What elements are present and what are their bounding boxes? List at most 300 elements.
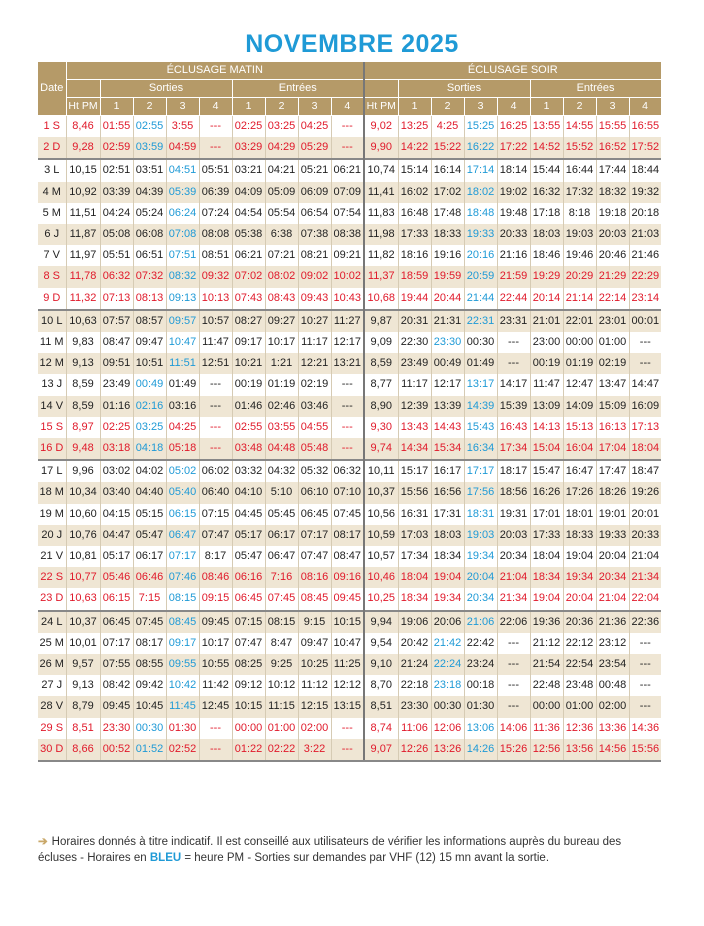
time-cell: 05:38 [232,224,265,245]
time-cell: 23:12 [596,633,629,654]
time-cell: 12:56 [530,739,563,761]
time-cell: 01:00 [265,718,298,739]
height-cell: 11,98 [364,224,398,245]
time-cell: 20:33 [629,525,661,546]
time-cell: 20:01 [631,507,660,520]
time-cell: 20:06 [431,611,464,633]
time-cell: 18:46 [530,245,563,266]
col-num: 3 [166,98,199,116]
height-cell: 9,48 [66,438,100,460]
time-cell: 17:44 [596,159,629,181]
time-cell: 18:02 [464,182,497,203]
date-cell: 14 V [38,396,66,417]
time-cell: 11:17 [398,374,431,395]
col-num: 2 [265,98,298,116]
time-cell: 02:22 [265,739,298,761]
time-cell: 13:26 [431,739,464,761]
time-cell: 20:03 [497,525,530,546]
time-cell: 06:32 [331,460,364,482]
time-cell: 18:04 [629,438,661,460]
time-cell: 06:21 [232,245,265,266]
table-row [38,374,661,395]
time-cell: 10:25 [298,654,331,675]
time-cell: 18:03 [530,224,563,245]
time-cell: 17:47 [596,460,629,482]
table-row [38,567,661,588]
time-cell: 18:01 [563,504,596,525]
time-cell: 11:51 [166,353,199,374]
time-cell: 03:39 [100,182,133,203]
time-cell: 07:17 [298,525,331,546]
time-cell: 21:06 [464,611,497,633]
time-cell: 18:03 [431,525,464,546]
height-cell: 8,59 [66,374,100,395]
time-cell: 02:52 [166,739,199,761]
time-cell: 14:13 [530,417,563,438]
time-cell: 19:01 [596,504,629,525]
table-row [38,245,661,266]
time-cell: 05:45 [265,504,298,525]
evening-entrees-header: Entrées [530,80,661,98]
time-cell: 18:34 [431,546,464,567]
time-cell: 08:17 [133,633,166,654]
time-cell: 03:29 [232,137,265,159]
morning-entrees-header: Entrées [232,80,364,98]
time-cell: 00:48 [596,675,629,696]
time-cell: 03:51 [133,159,166,181]
time-cell: 23:18 [431,675,464,696]
time-cell: 10:21 [232,353,265,374]
height-cell: 10,37 [66,611,100,633]
time-cell: 07:21 [265,245,298,266]
time-cell: 21:14 [563,288,596,310]
height-cell: 10,68 [364,288,398,310]
time-cell: 08:45 [166,611,199,633]
time-cell: 18:04 [530,546,563,567]
time-cell: 20:14 [530,288,563,310]
time-cell: 23:30 [398,696,431,717]
time-cell: 17:33 [530,525,563,546]
time-cell: 13:36 [596,718,629,739]
time-cell: 01:19 [563,353,596,374]
time-cell: 06:51 [133,245,166,266]
time-cell: 09:21 [331,245,364,266]
time-cell: 10:15 [232,696,265,717]
date-cell: 25 M [38,633,66,654]
time-cell: 05:21 [298,159,331,181]
time-cell: --- [199,739,232,761]
time-cell: 16:17 [431,460,464,482]
footnote-text: Horaires donnés à titre indicatif. Il est conseillé aux utilisateurs de vérifier les informations auprès du bureau des écluses - Horaires en [38,836,622,864]
table-row [38,438,661,460]
time-cell: 19:34 [563,567,596,588]
time-cell: 17:17 [464,460,497,482]
time-cell: 06:54 [298,203,331,224]
table-row [38,739,661,761]
time-cell: 12:06 [431,718,464,739]
time-cell: 01:00 [596,332,629,353]
height-cell: 9,28 [66,137,100,159]
table-row [38,266,661,287]
date-cell: 11 M [38,332,66,353]
height-cell: 10,01 [66,633,100,654]
time-cell: --- [199,718,232,739]
time-cell: 18:33 [431,224,464,245]
time-cell: 22:12 [563,633,596,654]
time-cell: 03:25 [265,116,298,138]
height-cell: 10,81 [66,546,100,567]
time-cell: 22:42 [464,633,497,654]
time-cell: 05:15 [133,504,166,525]
time-cell: --- [629,353,661,374]
time-cell: 21:03 [629,224,661,245]
time-cell: 19:16 [431,245,464,266]
height-cell: 8,90 [364,396,398,417]
time-cell: 08:15 [166,588,199,610]
date-cell: 6 J [38,224,66,245]
time-cell: 07:09 [331,182,364,203]
time-cell: --- [199,438,232,460]
time-cell: 03:40 [100,482,133,503]
time-cell: 18:32 [596,182,629,203]
date-cell: 24 L [38,611,66,633]
time-cell: 9:25 [265,654,298,675]
time-cell: 04:45 [232,504,265,525]
time-cell: 05:48 [298,438,331,460]
time-cell: 00:30 [431,696,464,717]
time-cell: 15:56 [398,482,431,503]
time-cell: 15:14 [398,159,431,181]
time-cell: 03:18 [100,438,133,460]
time-cell: 05:08 [100,224,133,245]
time-cell: 08:17 [331,525,364,546]
time-cell: 14:52 [530,137,563,159]
time-cell: 06:15 [100,588,133,610]
time-cell: 20:29 [563,266,596,287]
height-cell: 10,60 [66,504,100,525]
time-cell: 22:01 [563,310,596,332]
time-cell: 3:55 [166,116,199,138]
time-cell: 12:12 [331,675,364,696]
time-cell: 10:17 [199,633,232,654]
time-cell: 13:43 [398,417,431,438]
time-cell: 14:56 [596,739,629,761]
time-cell: 05:47 [133,525,166,546]
height-cell: 8,46 [66,116,100,138]
time-cell: 04:25 [298,116,331,138]
height-cell: 8,74 [364,718,398,739]
time-cell: 01:46 [232,396,265,417]
time-cell: 09:32 [199,266,232,287]
height-cell: 9,02 [364,116,398,138]
table-row [38,417,661,438]
time-cell: 07:13 [100,288,133,310]
table-row [38,137,661,159]
time-cell: 07:17 [100,633,133,654]
time-cell: 06:45 [232,588,265,610]
time-cell: 22:31 [464,310,497,332]
time-cell: 05:39 [166,182,199,203]
time-cell: 22:54 [563,654,596,675]
date-cell: 10 L [38,310,66,332]
time-cell: 06:47 [166,525,199,546]
time-cell: 04:48 [265,438,298,460]
col-num: 1 [232,98,265,116]
time-cell: 07:57 [100,310,133,332]
time-cell: 02:59 [100,137,133,159]
time-cell: 13:21 [331,353,364,374]
col-num: 3 [298,98,331,116]
time-cell: 08:25 [232,654,265,675]
time-cell: 16:26 [530,482,563,503]
morning-header: ÉCLUSAGE MATIN [66,62,364,80]
time-cell: 15:55 [596,116,629,138]
time-cell: 19:18 [596,203,629,224]
time-cell: 07:15 [199,504,232,525]
date-cell: 3 L [38,159,66,181]
time-cell: 18:59 [398,266,431,287]
time-cell: 22:14 [596,288,629,310]
time-cell: 02:00 [596,696,629,717]
time-cell: 20:59 [464,266,497,287]
date-cell: 4 M [38,182,66,203]
height-cell: 10,37 [364,482,398,503]
time-cell: 08:38 [331,224,364,245]
time-cell: 21:04 [596,588,629,610]
time-cell: 08:51 [199,245,232,266]
time-cell: 11:36 [530,718,563,739]
time-cell: 00:30 [133,718,166,739]
time-cell: 20:04 [464,567,497,588]
time-cell: 19:06 [398,611,431,633]
time-cell: 07:54 [331,203,364,224]
time-cell: 09:02 [298,266,331,287]
time-cell: 17:04 [596,438,629,460]
time-cell: 21:31 [431,310,464,332]
time-cell: 23:31 [497,310,530,332]
time-cell: 12:51 [199,353,232,374]
time-cell: 08:15 [265,611,298,633]
height-cell: 10,63 [66,588,100,610]
time-cell: 19:31 [497,504,530,525]
time-cell: 4:25 [431,116,464,138]
date-cell: 13 J [38,374,66,395]
time-cell: 20:44 [431,288,464,310]
time-cell: 09:47 [298,633,331,654]
time-cell: 21:46 [631,249,660,262]
height-cell: 8,51 [364,696,398,717]
time-cell: 05:18 [166,438,199,460]
time-cell: 20:42 [398,633,431,654]
height-cell: 11,37 [364,266,398,287]
time-cell: 23:01 [596,310,629,332]
table-row [38,332,661,353]
time-cell: 7:16 [265,567,298,588]
time-cell: 22:48 [530,675,563,696]
time-cell: 06:16 [232,567,265,588]
time-cell: 23:30 [100,718,133,739]
time-cell: 18:16 [398,245,431,266]
date-cell: 28 V [38,696,66,717]
time-cell: 19:46 [563,245,596,266]
time-cell: 07:46 [166,567,199,588]
time-cell: 04:39 [133,182,166,203]
time-cell: 15:56 [629,739,661,761]
col-num: 1 [398,98,431,116]
height-cell: 9,30 [364,417,398,438]
time-cell: 20:04 [563,588,596,610]
time-cell: 17:52 [629,137,661,159]
time-cell: 08:21 [298,245,331,266]
time-cell: 18:31 [464,504,497,525]
table-row [38,310,661,332]
time-cell: 01:00 [563,696,596,717]
time-cell: 05:17 [232,525,265,546]
height-cell: 8,51 [66,718,100,739]
time-cell: 07:15 [232,611,265,633]
time-cell: 18:44 [629,159,661,181]
date-cell: 29 S [38,718,66,739]
time-cell: 19:48 [497,203,530,224]
time-cell: 05:24 [133,203,166,224]
time-cell: 09:45 [100,696,133,717]
evening-header: ÉCLUSAGE SOIR [364,62,661,80]
time-cell: 18:47 [629,460,661,482]
time-cell: 16:25 [497,116,530,138]
footnote [38,834,658,866]
time-cell: 16:56 [431,482,464,503]
time-cell: 09:13 [166,288,199,310]
height-cell: 10,25 [364,588,398,610]
time-cell: 10:47 [331,633,364,654]
height-cell: 8,77 [364,374,398,395]
time-cell: 12:15 [298,696,331,717]
time-cell: 02:46 [265,396,298,417]
time-cell: 14:36 [631,721,660,734]
time-cell: 10:47 [166,332,199,353]
time-cell: 14:34 [398,438,431,460]
height-cell: 11,32 [66,288,100,310]
time-cell: 13:39 [431,396,464,417]
time-cell: 10:45 [133,696,166,717]
table-row [38,224,661,245]
table-row [38,675,661,696]
table-row [38,460,661,482]
time-cell: 21:16 [497,245,530,266]
time-cell: 04:21 [265,159,298,181]
time-cell: 20:03 [596,224,629,245]
time-cell: 21:29 [596,266,629,287]
time-cell: 04:02 [133,460,166,482]
time-cell: --- [629,654,661,675]
height-cell: 11,41 [364,182,398,203]
time-cell: 16:48 [398,203,431,224]
time-cell: 14:09 [563,396,596,417]
time-cell: 19:33 [464,224,497,245]
time-cell: 04:59 [166,137,199,159]
time-cell: 01:49 [166,374,199,395]
time-cell: --- [199,116,232,138]
time-cell: 09:55 [166,654,199,675]
time-cell: 01:16 [100,396,133,417]
time-cell: 20:18 [631,206,660,219]
time-cell: 09:17 [232,332,265,353]
time-cell: 12:39 [398,396,431,417]
time-cell: 18:56 [497,482,530,503]
evening-height-header: Ht PM [364,98,398,116]
time-cell: --- [199,374,232,395]
time-cell: 05:29 [298,137,331,159]
col-num: 2 [431,98,464,116]
footnote-blue-word: BLEU [149,852,182,864]
time-cell: 04:47 [100,525,133,546]
time-cell: 22:18 [398,675,431,696]
time-cell: 15:47 [530,460,563,482]
time-cell: 20:34 [596,567,629,588]
time-cell: 04:18 [133,438,166,460]
time-cell: 9:15 [298,611,331,633]
time-cell: 07:45 [133,611,166,633]
col-num: 1 [530,98,563,116]
time-cell: 03:25 [133,417,166,438]
table-row [38,203,661,224]
time-cell: 23:14 [631,291,660,304]
table-row [38,525,661,546]
time-cell: 00:52 [100,739,133,761]
time-cell: 18:17 [497,460,530,482]
time-cell: 06:24 [166,203,199,224]
time-cell: 00:49 [431,353,464,374]
time-cell: 18:34 [398,588,431,610]
table-row [38,588,661,610]
height-cell: 11,78 [66,266,100,287]
time-cell: 10:57 [199,310,232,332]
time-cell: 18:26 [596,482,629,503]
time-cell: 08:32 [166,266,199,287]
time-cell: 22:24 [431,654,464,675]
time-cell: --- [497,696,530,717]
time-cell: --- [497,654,530,675]
date-cell: 7 V [38,245,66,266]
time-cell: 21:34 [497,588,530,610]
time-cell: 17:34 [398,546,431,567]
time-cell: 16:31 [398,504,431,525]
time-cell: 06:45 [100,611,133,633]
time-cell: 04:55 [298,417,331,438]
time-cell: 08:16 [298,567,331,588]
height-cell: 10,11 [364,460,398,482]
tide-lock-table [38,62,662,762]
time-cell: 02:00 [298,718,331,739]
time-cell: 15:39 [497,396,530,417]
time-cell: 10:27 [298,310,331,332]
time-cell: 12:47 [563,374,596,395]
time-cell: --- [331,739,364,761]
time-cell: 09:45 [199,611,232,633]
time-cell: 04:40 [133,482,166,503]
time-cell: 16:09 [629,396,661,417]
time-cell: 14:43 [431,417,464,438]
time-cell: 04:25 [166,417,199,438]
table-row [38,353,661,374]
time-cell: 16:32 [530,182,563,203]
time-cell: 05:02 [166,460,199,482]
time-cell: 00:30 [464,332,497,353]
time-cell: 11:42 [199,675,232,696]
time-cell: 06:45 [298,504,331,525]
time-cell: 07:55 [100,654,133,675]
height-cell: 9,74 [364,438,398,460]
